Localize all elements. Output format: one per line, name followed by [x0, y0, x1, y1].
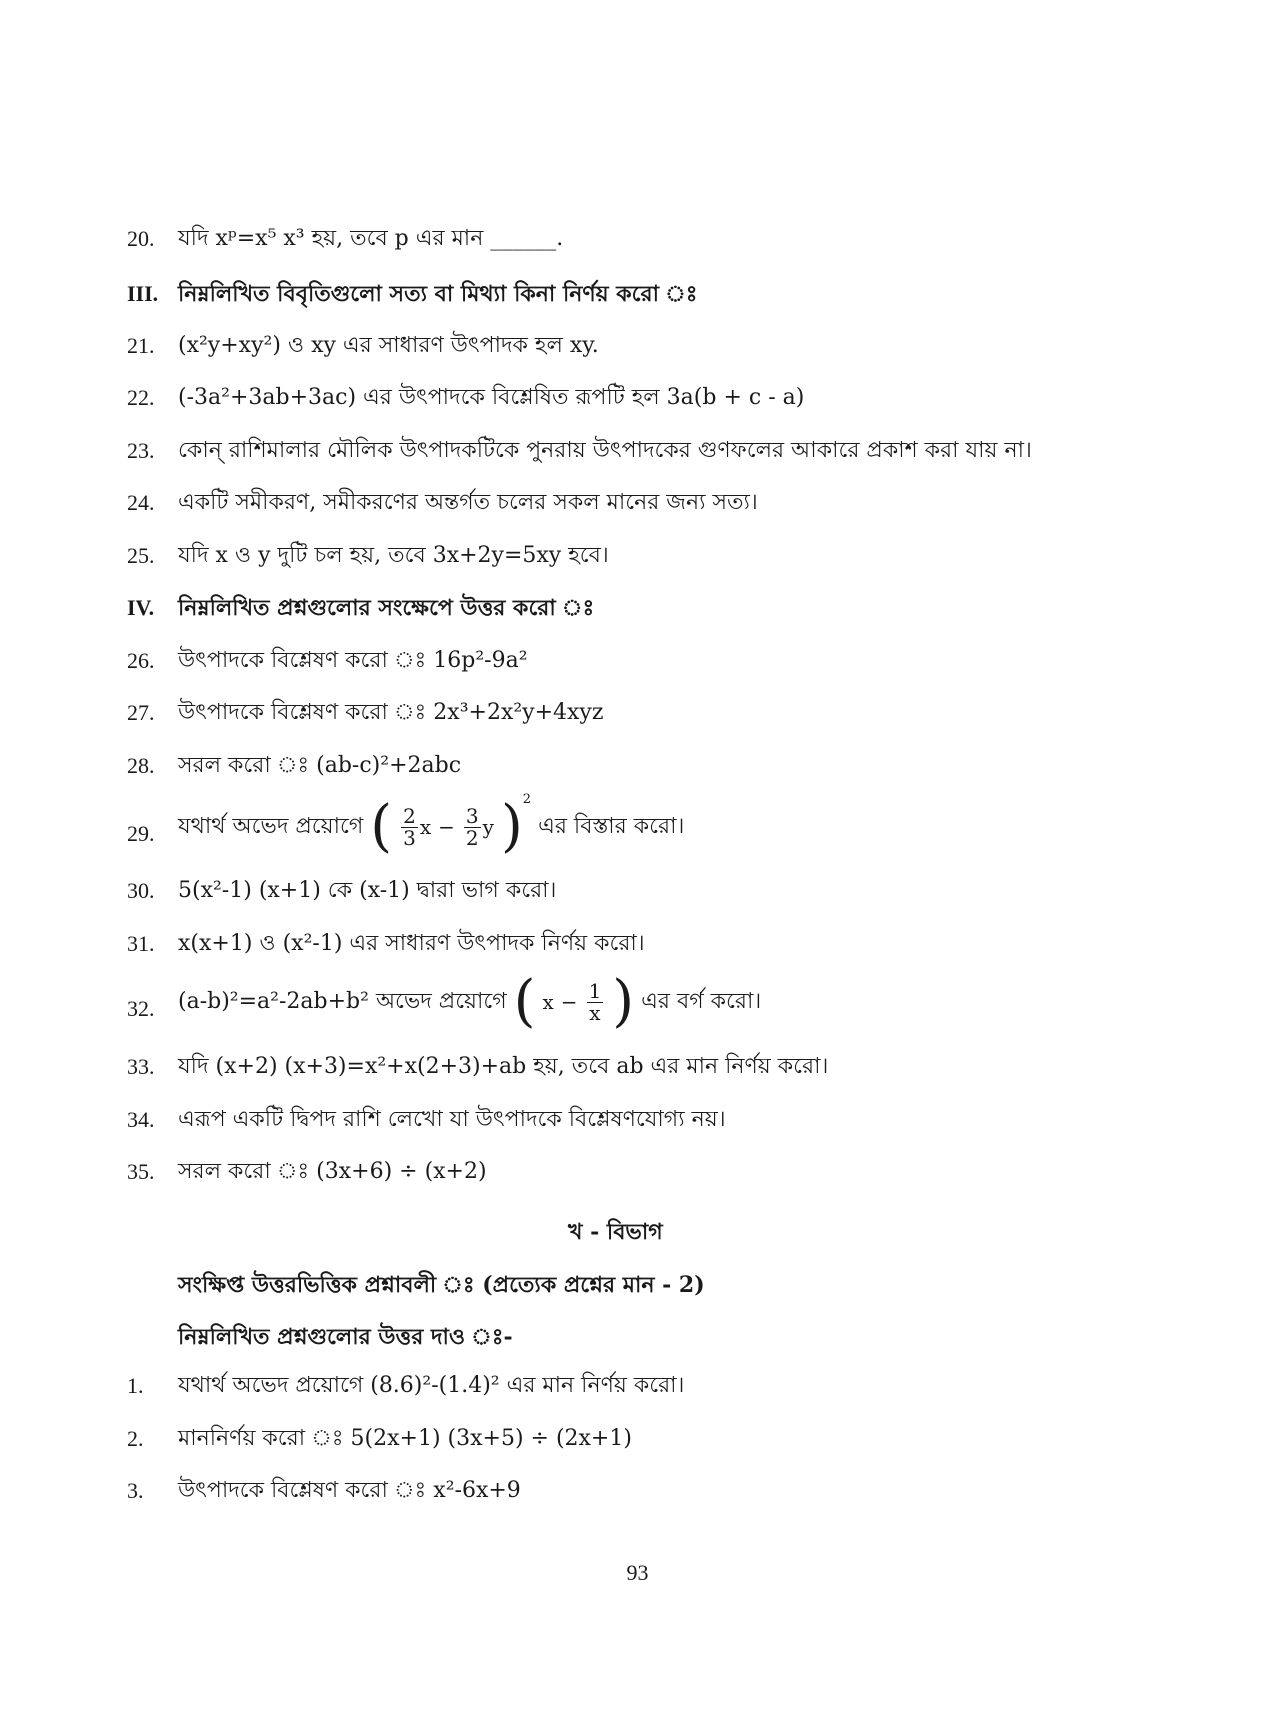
numerator: 3 — [465, 803, 479, 828]
question-text: এরূপ একটি দ্বিপদ রাশি লেখো যা উৎপাদকে বিশ্লেষণযোগ্য নয়। — [178, 1107, 726, 1132]
question-number: 32. — [127, 996, 155, 1021]
question-number: 35. — [127, 1159, 155, 1184]
question-text: যদি x ও y দুটি চল হয়, তবে 3x+2y=5xy হবে। — [178, 543, 609, 568]
part-b-subtitle: সংক্ষিপ্ত উত্তরভিত্তিক প্রশ্নাবলী ঃ (প্রত্যেক প্রশ্নের মান - 2) — [178, 1272, 705, 1298]
question-text: (x²y+xy²) ও xy এর সাধারণ উৎপাদক হল xy. — [178, 333, 599, 358]
question-number: 29. — [127, 821, 155, 846]
question-text: একটি সমীকরণ, সমীকরণের অন্তর্গত চলের সকল মানের জন্য সত্য। — [178, 490, 758, 515]
left-paren: ( — [370, 794, 393, 859]
question-prefix: (a-b)²=a²-2ab+b² অভেদ প্রয়োগে — [178, 989, 507, 1014]
question-number: 23. — [127, 438, 155, 463]
question-text: (-3a²+3ab+3ac) এর উৎপাদকে বিশ্লেষিত রূপটি হল 3a(b + c - a) — [178, 385, 805, 410]
question-number: 3. — [127, 1478, 144, 1503]
question-text — [178, 792, 685, 859]
right-paren: ) — [500, 794, 523, 859]
question-prefix: যথার্থ অভেদ প্রয়োগে — [178, 814, 364, 839]
question-number: 33. — [127, 1054, 155, 1079]
section-title: নিম্নলিখিত প্রশ্নগুলোর সংক্ষেপে উত্তর করো ঃ — [178, 595, 595, 621]
question-number: 20. — [127, 226, 155, 251]
question-number: 30. — [127, 878, 155, 903]
question-text: সরল করো ঃ (3x+6) ÷ (x+2) — [178, 1159, 487, 1184]
left-paren: ( — [513, 969, 536, 1034]
question-text: যদি xᵖ=x⁵ x³ হয়, তবে p এর মান ______. — [178, 226, 564, 251]
minus-sign: − — [438, 815, 455, 839]
right-paren: ) — [612, 969, 635, 1034]
denominator: 2 — [465, 825, 479, 850]
question-text: যথার্থ অভেদ প্রয়োগে (8.6)²-(1.4)² এর মান নির্ণয় করো। — [178, 1373, 685, 1398]
section-title: নিম্নলিখিত বিবৃতিগুলো সত্য বা মিথ্যা কিনা নির্ণয় করো ঃ — [178, 281, 698, 307]
denominator: x — [589, 1000, 601, 1025]
question-number: 26. — [127, 648, 155, 673]
question-text: কোন্ রাশিমালার মৌলিক উৎপাদকটিকে পুনরায় উৎপাদকের গুণফলের আকারে প্রকাশ করা যায় না। — [178, 438, 1032, 463]
question-text: উৎপাদকে বিশ্লেষণ করো ঃ x²-6x+9 — [178, 1478, 521, 1503]
question-text: x(x+1) ও (x²-1) এর সাধারণ উৎপাদক নির্ণয় করো। — [178, 931, 645, 956]
denominator: 3 — [403, 825, 416, 850]
question-suffix: এর বর্গ করো। — [641, 989, 762, 1014]
part-b-instruction: নিম্নলিখিত প্রশ্নগুলোর উত্তর দাও ঃ- — [178, 1324, 513, 1350]
fraction-three-halves — [464, 803, 481, 850]
question-number: 22. — [127, 385, 155, 410]
fraction-one-over-x — [587, 978, 604, 1025]
question-text: উৎপাদকে বিশ্লেষণ করো ঃ 2x³+2x²y+4xyz — [178, 700, 604, 725]
numerator: 2 — [403, 803, 416, 828]
part-b-title: খ - বিভাগ — [568, 1219, 663, 1245]
variable-y: y — [482, 815, 494, 839]
variable-x: x — [542, 990, 554, 1014]
question-number: 24. — [127, 490, 155, 515]
question-number: 31. — [127, 931, 155, 956]
question-number: 25. — [127, 543, 155, 568]
question-text: সরল করো ঃ (ab-c)²+2abc — [178, 753, 462, 778]
question-number: 27. — [127, 700, 155, 725]
question-suffix: এর বিস্তার করো। — [538, 814, 685, 839]
section-number: IV. — [127, 595, 155, 620]
question-text: যদি (x+2) (x+3)=x²+x(2+3)+ab হয়, তবে ab এর মান নির্ণয় করো। — [178, 1054, 829, 1079]
question-number: 1. — [127, 1373, 144, 1398]
question-number: 34. — [127, 1107, 155, 1132]
question-number: 2. — [127, 1426, 144, 1451]
page-number: 93 — [626, 1560, 649, 1585]
question-number: 21. — [127, 333, 155, 358]
exponent: 2 — [522, 792, 532, 807]
question-number: 28. — [127, 753, 155, 778]
question-text — [178, 969, 762, 1034]
minus-sign: − — [560, 990, 578, 1014]
question-text: মাননির্ণয় করো ঃ 5(2x+1) (3x+5) ÷ (2x+1) — [178, 1426, 632, 1451]
variable-x: x — [419, 815, 432, 839]
fraction-two-thirds — [401, 803, 418, 850]
question-text: 5(x²-1) (x+1) কে (x-1) দ্বারা ভাগ করো। — [178, 878, 557, 903]
question-text: উৎপাদকে বিশ্লেষণ করো ঃ 16p²-9a² — [178, 648, 528, 673]
section-number: III. — [127, 281, 159, 306]
numerator: 1 — [588, 978, 602, 1003]
